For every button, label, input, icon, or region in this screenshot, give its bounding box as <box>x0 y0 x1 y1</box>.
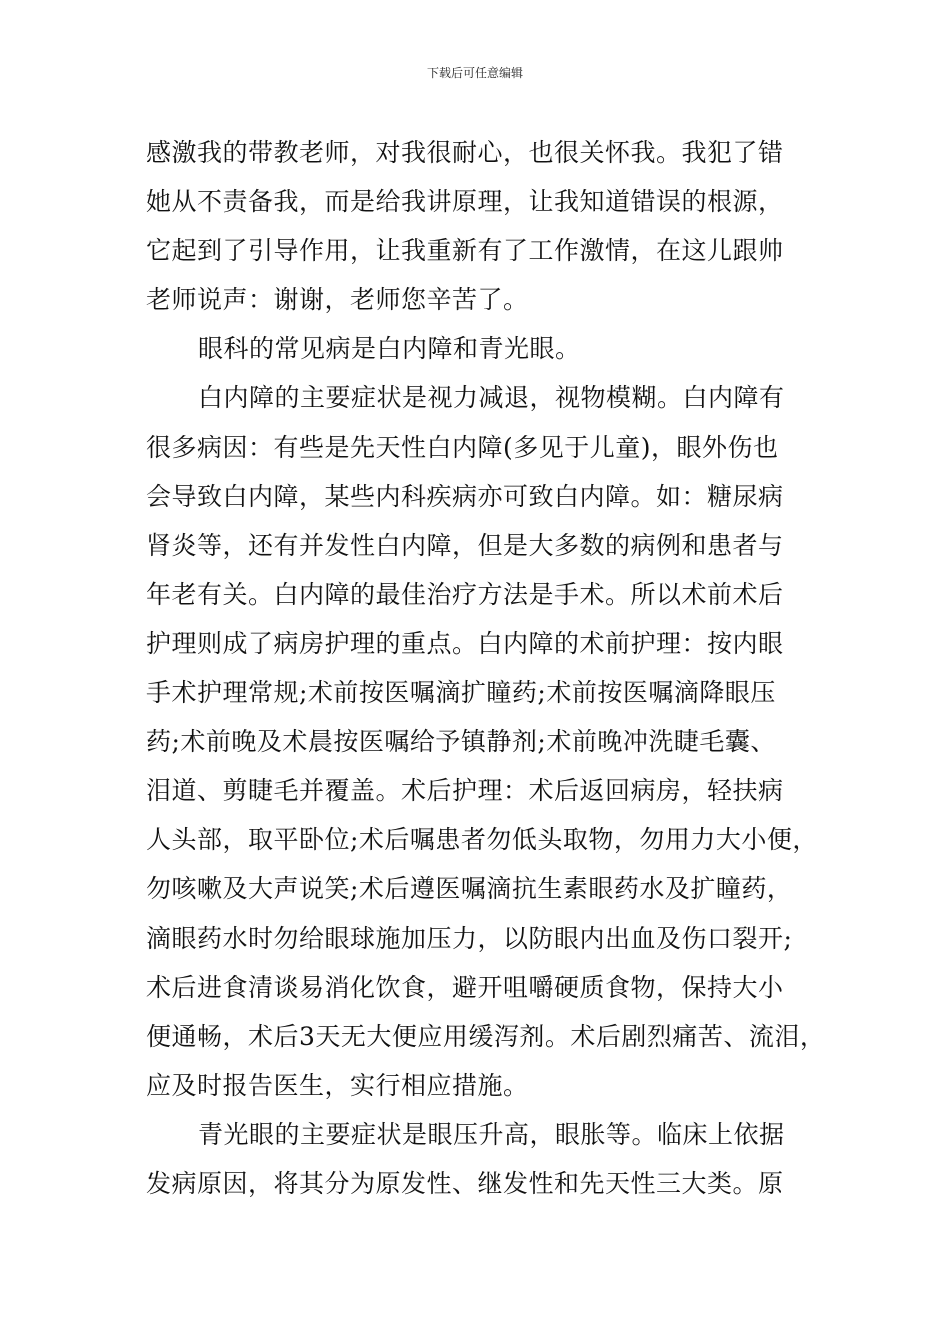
document-body <box>146 128 826 1208</box>
paragraph-start-line: 眼科的常见病是白内障和青光眼。 <box>198 334 581 364</box>
page-header: 下载后可任意编辑 <box>426 66 523 80</box>
text-line: 术后进食清谈易消化饮食，避开咀嚼硬质食物，保持大小 <box>146 972 784 1002</box>
text-line: 勿咳嗽及大声说笑;术后遵医嘱滴抗生素眼药水及扩瞳药， <box>146 874 793 904</box>
text-line: 滴眼药水时勿给眼球施加压力，以防眼内出血及伤口裂开; <box>146 923 793 953</box>
text-line: 年老有关。白内障的最佳治疗方法是手术。所以术前术后 <box>146 579 784 609</box>
text-line: 她从不责备我，而是给我讲原理，让我知道错误的根源， <box>146 187 784 217</box>
text-line: 会导致白内障，某些内科疾病亦可致白内障。如：糖尿病 <box>146 481 784 511</box>
text-line: 发病原因，将其分为原发性、继发性和先天性三大类。原 <box>146 1168 784 1198</box>
text-line: 药;术前晚及术晨按医嘱给予镇静剂;术前晚冲洗睫毛囊、 <box>146 727 776 757</box>
text-line: 感激我的带教老师，对我很耐心，也很关怀我。我犯了错 <box>146 138 784 167</box>
paragraph-start-line: 青光眼的主要症状是眼压升高，眼胀等。临床上依据 <box>198 1119 785 1149</box>
text-line: 老师说声：谢谢，老师您辛苦了。 <box>146 285 529 315</box>
text-line: 泪道、剪睫毛并覆盖。术后护理：术后返回病房，轻扶病 <box>146 776 784 806</box>
text-line: 它起到了引导作用，让我重新有了工作激情，在这儿跟帅 <box>146 236 784 266</box>
text-line: 护理则成了病房护理的重点。白内障的术前护理：按内眼 <box>146 628 784 658</box>
text-line: 肾炎等，还有并发性白内障，但是大多数的病例和患者与 <box>146 530 784 560</box>
text-line: 应及时报告医生，实行相应措施。 <box>146 1070 529 1100</box>
paragraph-start-line: 白内障的主要症状是视力减退，视物模糊。白内障有 <box>198 383 785 413</box>
text-line: 便通畅，术后3天无大便应用缓泻剂。术后剧烈痛苦、流泪， <box>146 1021 826 1051</box>
text-line: 人头部，取平卧位;术后嘱患者勿低头取物，勿用力大小便， <box>146 825 818 855</box>
text-line: 很多病因：有些是先天性白内障(多见于儿童)，眼外伤也 <box>146 432 779 462</box>
text-line: 手术护理常规;术前按医嘱滴扩瞳药;术前按医嘱滴降眼压 <box>146 678 776 708</box>
